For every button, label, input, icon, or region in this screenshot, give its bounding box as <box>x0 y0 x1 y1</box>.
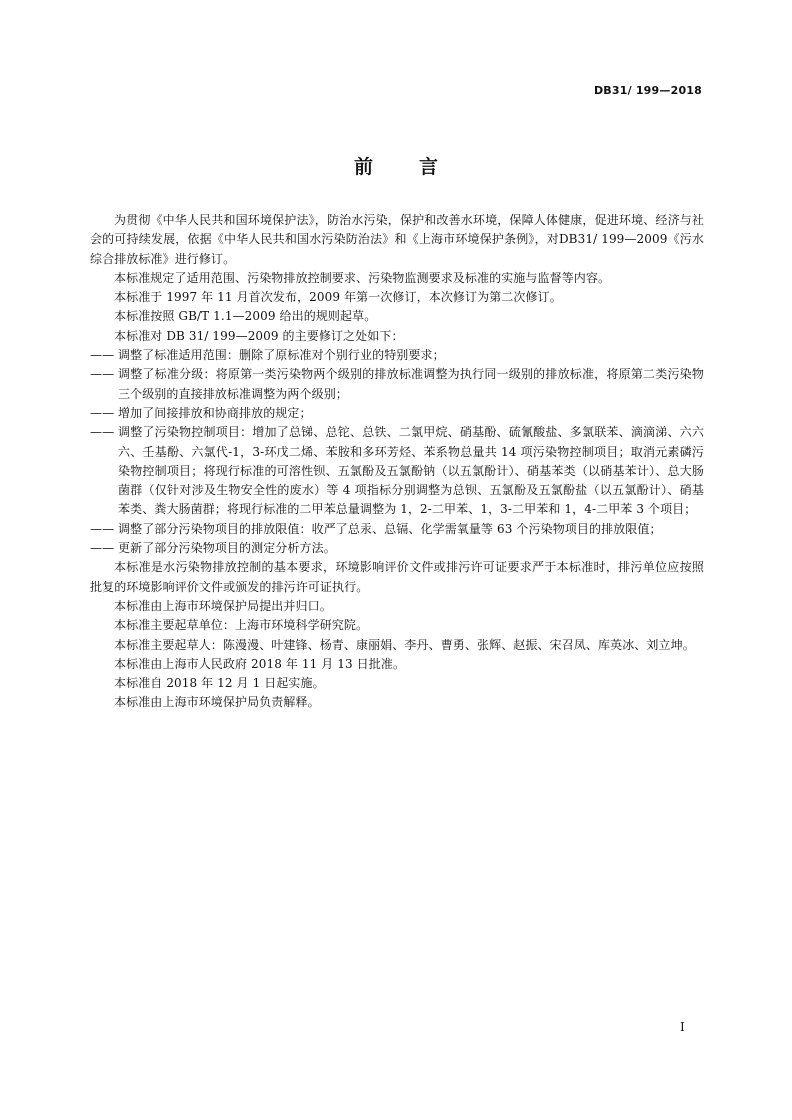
paragraph-approval: 本标准由上海市人民政府 2018 年 11 月 13 日批准。 <box>114 656 406 671</box>
paragraph-proposer: 本标准由上海市环境保护局提出并归口。 <box>114 598 332 613</box>
revision-item-text: 调整了标准分级：将原第一类污染物两个级别的排放标准调整为执行同一级别的排放标准，将原第二类污染物三个级别的直接排放标准调整为两个级别； <box>118 367 704 401</box>
revision-item-text: 调整了污染物控制项目：增加了总锑、总铊、总铁、二氯甲烷、硝基酚、硫氰酸盐、多氯联苯、滴滴涕、六六六、壬基酚、六氯代-1，3-环戊二烯、苯胺和多环芳烃、苯系物总量共 14 项污染物控制项目；取消元素磷污染物控制项目；将现行标准的可溶性钡、五氯酚及五氯酚钠（以五氯酚计）、硝基苯类（以硝基苯计）、总大肠菌群（仅针对涉及生物安全性的废水）等 4 项指标分别调整为总钡、五氯酚及五氯酚盐（以五氯酚计）、硝基苯类、粪大肠菌群；将现行标准的二甲苯总量调整为 1，2-二甲苯、1，3-二甲苯和 1，4-二甲苯 3 个项目； <box>118 425 704 517</box>
paragraph-scope: 本标准规定了适用范围、污染物排放控制要求、污染物监测要求及标准的实施与监督等内容。 <box>114 270 611 285</box>
dash-marker: —— <box>90 348 115 363</box>
revision-item <box>90 346 704 365</box>
page-number: I <box>680 1020 685 1034</box>
revision-item <box>90 520 704 539</box>
revision-item-text: 更新了部分污染物项目的测定分析方法。 <box>118 541 336 556</box>
page-title: 前言 <box>353 156 484 178</box>
revision-item <box>90 539 704 558</box>
paragraph-drafting-rules: 本标准按照 GB/T 1.1—2009 给出的规则起草。 <box>114 309 377 324</box>
foreword-body <box>90 211 704 713</box>
paragraph-purpose: 为贯彻《中华人民共和国环境保护法》，防治水污染，保护和改善水环境，保障人体健康，促进环境、经济与社会的可持续发展，依据《中华人民共和国水污染防治法》和《上海市环境保护条例》，对DB31/ 199—2009《污水综合排放标准》进行修订。 <box>90 213 704 266</box>
dash-marker: —— <box>90 405 115 420</box>
paragraph-drafters: 本标准主要起草人：陈漫漫、叶建锋、杨青、康丽娟、李丹、曹勇、张辉、赵振、宋召凤、库英冰、刘立坤。 <box>114 637 695 652</box>
dash-marker: —— <box>90 521 115 536</box>
revision-item-text: 调整了标准适用范围：删除了原标准对个别行业的特别要求； <box>118 348 445 363</box>
paragraph-history: 本标准于 1997 年 11 月首次发布，2009 年第一次修订，本次修订为第二次修订。 <box>114 290 562 305</box>
revision-item <box>90 365 704 404</box>
paragraph-effective-date: 本标准自 2018 年 12 月 1 日起实施。 <box>114 676 325 691</box>
dash-marker: —— <box>90 367 115 382</box>
paragraph-drafting-unit: 本标准主要起草单位：上海市环境科学研究院。 <box>114 618 369 633</box>
paragraph-revisions-intro: 本标准对 DB 31/ 199—2009 的主要修订之处如下： <box>114 328 404 343</box>
paragraph-basic-requirement: 本标准是水污染物排放控制的基本要求，环境影响评价文件或排污许可证要求严于本标准时，排污单位应按照批复的环境影响评价文件或颁发的排污许可证执行。 <box>90 560 704 594</box>
revision-item-text: 调整了部分污染物项目的排放限值：收严了总汞、总镉、化学需氧量等 63 个污染物项目的排放限值； <box>118 521 662 536</box>
dash-marker: —— <box>90 425 115 440</box>
revision-item <box>90 404 704 423</box>
paragraph-interpretation: 本标准由上海市环境保护局负责解释。 <box>114 695 320 710</box>
revision-item <box>90 423 704 519</box>
revision-item-text: 增加了间接排放和协商排放的规定； <box>118 405 312 420</box>
standard-code: DB31/ 199—2018 <box>593 84 702 97</box>
dash-marker: —— <box>90 541 115 556</box>
